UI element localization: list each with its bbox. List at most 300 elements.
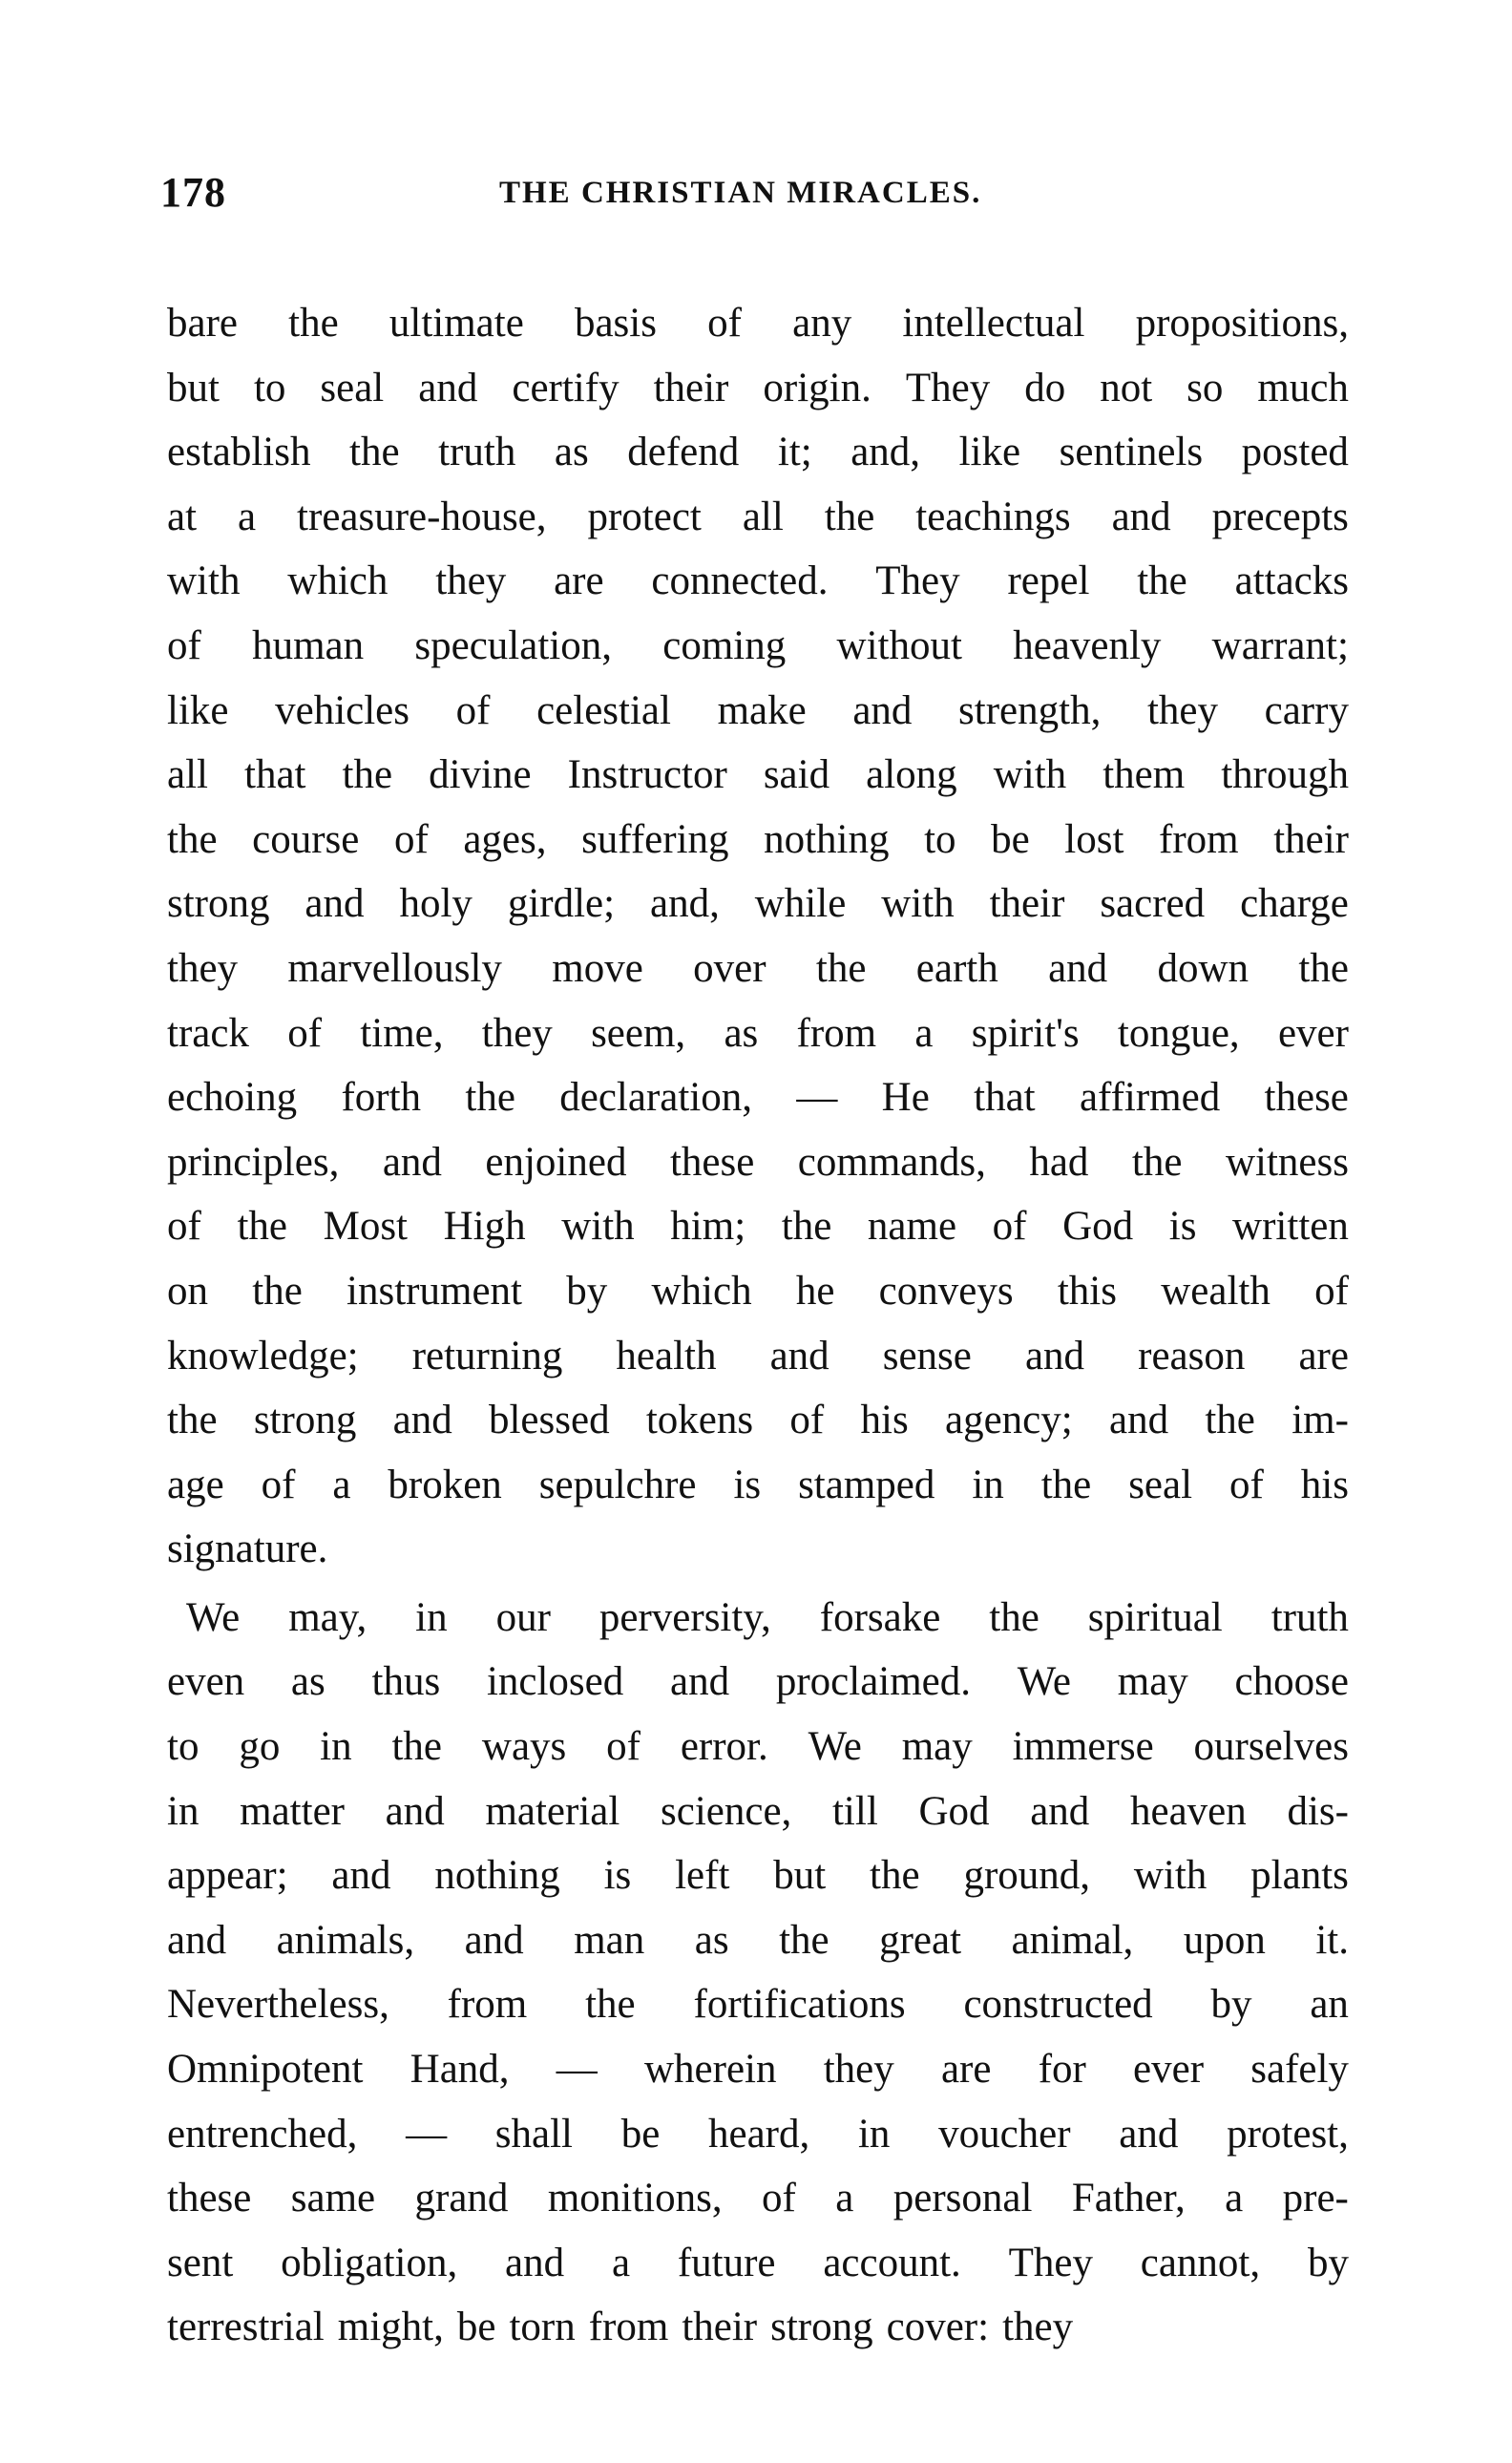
word: are: [940, 2047, 992, 2093]
word: constructed: [963, 1982, 1153, 2028]
word: heaven: [1130, 1788, 1247, 1834]
word: protect: [587, 494, 702, 539]
word: knowledge;: [167, 1333, 359, 1379]
word: much: [1257, 365, 1349, 410]
word: written: [1232, 1204, 1349, 1250]
word: strength,: [958, 687, 1102, 733]
word: charge: [1240, 881, 1349, 927]
word: safely: [1250, 2047, 1349, 2093]
word: animals,: [276, 1917, 415, 1963]
word: but: [773, 1853, 827, 1899]
word: and: [464, 1917, 524, 1963]
word: with: [881, 881, 955, 927]
word: We: [186, 1594, 241, 1640]
word: Omnipotent: [167, 2047, 364, 2093]
word: matter: [240, 1788, 345, 1834]
word: till: [831, 1788, 878, 1834]
word: in: [972, 1462, 1004, 1507]
word: defend: [627, 430, 740, 475]
word: sense: [882, 1333, 972, 1379]
word: enjoined: [485, 1139, 627, 1185]
word: and,: [649, 881, 720, 927]
text-line: [167, 1715, 1349, 1779]
word: the: [349, 430, 400, 475]
word: They: [905, 365, 991, 410]
word: cannot,: [1140, 2240, 1261, 2285]
word: entrenched,: [167, 2111, 358, 2157]
word: attacks: [1234, 558, 1349, 604]
word: any: [792, 301, 852, 346]
word: not: [1100, 365, 1153, 410]
word: pre-: [1282, 2176, 1349, 2221]
word: truth: [1270, 1594, 1349, 1640]
word: propositions,: [1135, 301, 1349, 346]
word: error.: [680, 1724, 768, 1770]
word: ground,: [963, 1853, 1091, 1899]
word: God: [1062, 1204, 1134, 1250]
word: their: [989, 881, 1065, 927]
text-line: [167, 549, 1349, 614]
word: of: [762, 2176, 796, 2221]
word: by: [566, 1268, 608, 1314]
word: repel: [1007, 558, 1090, 604]
word: obligation,: [281, 2240, 458, 2285]
word: blessed: [488, 1398, 610, 1443]
text-line: [167, 679, 1349, 744]
word: of: [1229, 1462, 1264, 1507]
word: sentinels: [1059, 430, 1204, 475]
body-text: [167, 291, 1349, 2360]
word: of: [606, 1724, 640, 1770]
word: Instructor: [567, 752, 727, 798]
word: im-: [1292, 1398, 1349, 1443]
word: this: [1057, 1268, 1117, 1314]
word: the: [391, 1724, 443, 1770]
word: cover:: [886, 2305, 990, 2350]
word: may: [901, 1724, 973, 1770]
word: celestial: [536, 687, 671, 733]
text-line: [167, 1517, 1349, 1582]
word: forth: [341, 1075, 422, 1121]
word: bare: [167, 301, 238, 346]
word: the: [1137, 558, 1187, 604]
word: commands,: [797, 1139, 986, 1185]
word: from: [588, 2305, 669, 2350]
word: a: [1225, 2176, 1244, 2221]
word: returning: [411, 1333, 563, 1379]
word: teachings: [915, 494, 1071, 539]
word: he: [795, 1268, 835, 1314]
word: ways: [481, 1724, 567, 1770]
word: terrestrial: [167, 2305, 325, 2350]
word: and: [331, 1853, 391, 1899]
word: these: [167, 2176, 252, 2221]
word: the: [1040, 1462, 1092, 1507]
word: it;: [777, 430, 812, 475]
word: instrument: [346, 1268, 522, 1314]
word: age: [167, 1462, 224, 1507]
word: shall: [494, 2111, 573, 2157]
word: tongue,: [1117, 1010, 1240, 1056]
text-line: [167, 1065, 1349, 1130]
word: girdle;: [507, 881, 616, 927]
word: carry: [1264, 687, 1349, 733]
word: a: [835, 2176, 854, 2221]
word: and: [769, 1333, 830, 1379]
word: nothing: [434, 1853, 560, 1899]
text-line: [167, 2231, 1349, 2296]
word: seal: [320, 365, 385, 410]
word: heavenly: [1013, 622, 1162, 668]
word: material: [485, 1788, 620, 1834]
word: from: [796, 1010, 877, 1056]
word: his: [860, 1398, 909, 1443]
word: High: [443, 1204, 526, 1250]
word: wealth: [1161, 1268, 1270, 1314]
word: stamped: [798, 1462, 935, 1507]
word: they: [1146, 687, 1219, 733]
text-line: [167, 1908, 1349, 1973]
word: by: [1307, 2240, 1349, 2285]
word: be: [456, 2305, 496, 2350]
word: origin.: [763, 365, 872, 410]
word: earth: [915, 945, 998, 991]
text-line: [167, 1843, 1349, 1908]
word: We: [808, 1724, 862, 1770]
word: certify: [512, 365, 620, 410]
word: broken: [388, 1462, 502, 1507]
word: in: [415, 1594, 448, 1640]
word: the: [824, 494, 875, 539]
word: science,: [661, 1788, 792, 1834]
word: He: [881, 1075, 930, 1121]
word: the: [781, 1204, 832, 1250]
word: in: [320, 1724, 352, 1770]
word: as: [554, 430, 589, 475]
word: like: [958, 430, 1021, 475]
word: divine: [429, 752, 532, 798]
word: posted: [1241, 430, 1349, 475]
word: the: [237, 1204, 287, 1250]
word: and: [382, 1139, 442, 1185]
word: same: [290, 2176, 376, 2221]
word: and: [385, 1788, 445, 1834]
word: left: [675, 1853, 730, 1899]
word: from: [447, 1982, 528, 2028]
word: make: [717, 687, 807, 733]
word: ever: [1277, 1010, 1349, 1056]
word: be: [620, 2111, 661, 2157]
word: echoing: [167, 1075, 298, 1121]
word: human: [252, 622, 365, 668]
word: fortifications: [693, 1982, 906, 2028]
word: the: [342, 752, 393, 798]
word: be: [991, 816, 1030, 862]
word: with: [1133, 1853, 1208, 1899]
word: and: [304, 881, 365, 927]
word: in: [857, 2111, 891, 2157]
word: their: [653, 365, 729, 410]
word: these: [669, 1139, 755, 1185]
word: the: [989, 1594, 1040, 1640]
word: do: [1024, 365, 1066, 410]
page-number: 178: [160, 169, 226, 216]
word: agency;: [945, 1398, 1073, 1443]
word: animal,: [1011, 1917, 1134, 1963]
text-line: [167, 808, 1349, 873]
word: might,: [337, 2305, 444, 2350]
word: appear;: [167, 1853, 288, 1899]
text-line: [167, 872, 1349, 937]
word: strong: [167, 881, 270, 927]
text-line: [167, 2166, 1349, 2231]
word: basis: [574, 301, 657, 346]
word: of: [455, 687, 491, 733]
word: seal: [1128, 1462, 1193, 1507]
word: the: [1131, 1139, 1183, 1185]
word: like: [167, 687, 229, 733]
word: the: [1205, 1398, 1255, 1443]
word: ultimate: [388, 301, 524, 346]
word: are: [1298, 1333, 1349, 1379]
running-title: THE CHRISTIAN MIRACLES.: [499, 176, 982, 210]
word: the: [252, 1268, 303, 1314]
text-line: [167, 1453, 1349, 1518]
word: connected.: [651, 558, 829, 604]
word: coming: [662, 622, 787, 668]
word: great: [879, 1917, 962, 1963]
word: an: [1310, 1982, 1349, 2028]
word: along: [866, 752, 957, 798]
text-line: [167, 291, 1349, 356]
word: by: [1210, 1982, 1252, 2028]
word: warrant;: [1211, 622, 1349, 668]
word: may: [1117, 1659, 1188, 1705]
word: him;: [670, 1204, 746, 1250]
word: truth: [438, 430, 516, 475]
word: they: [1002, 2305, 1074, 2350]
word: man: [574, 1917, 645, 1963]
text-line: [167, 1259, 1349, 1324]
word: that: [974, 1075, 1036, 1121]
word: and: [1111, 494, 1171, 539]
word: which: [651, 1268, 752, 1314]
word: are: [554, 558, 604, 604]
word: as: [290, 1659, 326, 1705]
word: time,: [360, 1010, 444, 1056]
word: of: [261, 1462, 296, 1507]
word: track: [167, 1010, 249, 1056]
word: witness: [1225, 1139, 1349, 1185]
word: lost: [1064, 816, 1124, 862]
word: with: [993, 752, 1067, 798]
word: principles,: [167, 1139, 340, 1185]
word: affirmed: [1079, 1075, 1221, 1121]
word: precepts: [1211, 494, 1349, 539]
word: thus: [371, 1659, 441, 1705]
word: as: [724, 1010, 759, 1056]
word: reason: [1138, 1333, 1246, 1379]
word: speculation,: [414, 622, 612, 668]
word: nothing: [764, 816, 890, 862]
word: protest,: [1227, 2111, 1349, 2157]
word: and: [1024, 1333, 1085, 1379]
word: sacred: [1100, 881, 1206, 927]
text-line: [167, 1001, 1349, 1066]
word: course: [252, 816, 360, 862]
word: dis-: [1287, 1788, 1349, 1834]
word: down: [1157, 945, 1250, 991]
word: treasure-house,: [297, 494, 547, 539]
word: the: [167, 816, 218, 862]
word: that: [244, 752, 306, 798]
word: and: [1108, 1398, 1169, 1443]
text-line: [167, 1650, 1349, 1715]
word: of: [1314, 1268, 1349, 1314]
text-line: [167, 1130, 1349, 1195]
running-head: [160, 168, 1363, 225]
word: vehicles: [275, 687, 410, 733]
word: name: [867, 1204, 957, 1250]
word: the: [1298, 945, 1349, 991]
word: grand: [414, 2176, 509, 2221]
word: conveys: [878, 1268, 1014, 1314]
word: forsake: [819, 1594, 941, 1640]
word: on: [167, 1268, 208, 1314]
word: perversity,: [598, 1594, 771, 1640]
word: to: [167, 1724, 200, 1770]
word: the: [167, 1398, 218, 1443]
word: monitions,: [547, 2176, 723, 2221]
word: it.: [1315, 1917, 1349, 1963]
word: torn: [509, 2305, 576, 2350]
word: which: [287, 558, 388, 604]
word: voucher: [938, 2111, 1071, 2157]
text-line: [167, 743, 1349, 808]
word: while: [754, 881, 847, 927]
word: Most: [323, 1204, 409, 1250]
word: for: [1038, 2047, 1086, 2093]
word: —: [796, 1075, 838, 1121]
word: wherein: [643, 2047, 777, 2093]
word: heard,: [707, 2111, 810, 2157]
word: of: [167, 1204, 201, 1250]
word: without: [836, 622, 962, 668]
word: spiritual: [1087, 1594, 1223, 1640]
word: the: [465, 1075, 515, 1121]
text-line: [167, 356, 1349, 421]
word: establish: [167, 430, 311, 475]
word: with: [561, 1204, 635, 1250]
word: ourselves: [1193, 1724, 1349, 1770]
word: of: [707, 301, 742, 346]
word: all: [742, 494, 784, 539]
text-line: [167, 1388, 1349, 1453]
word: they: [435, 558, 507, 604]
word: the: [585, 1982, 636, 2028]
word: even: [167, 1659, 245, 1705]
word: They: [1008, 2240, 1093, 2285]
text-line: [167, 1324, 1349, 1389]
word: they: [823, 2047, 894, 2093]
word: had: [1029, 1139, 1089, 1185]
text-line: [167, 420, 1349, 485]
paragraph-2: [167, 1586, 1349, 2360]
word: strong: [770, 2305, 873, 2350]
word: Father,: [1071, 2176, 1186, 2221]
word: and: [167, 1917, 227, 1963]
word: plants: [1250, 1853, 1349, 1899]
word: the: [288, 301, 339, 346]
word: intellectual: [902, 301, 1085, 346]
word: health: [616, 1333, 717, 1379]
word: They: [875, 558, 960, 604]
word: of: [287, 1010, 323, 1056]
word: —: [556, 2047, 598, 2093]
word: and: [392, 1398, 452, 1443]
word: seem,: [591, 1010, 686, 1056]
word: —: [406, 2111, 448, 2157]
word: at: [167, 494, 198, 539]
word: and: [1048, 945, 1108, 991]
paragraph-1: [167, 291, 1349, 1582]
word: sepulchre: [538, 1462, 697, 1507]
text-line: [167, 1972, 1349, 2037]
word: but: [167, 365, 220, 410]
word: proclaimed.: [775, 1659, 972, 1705]
text-line: [167, 2037, 1349, 2102]
word: his: [1300, 1462, 1349, 1507]
word: as: [694, 1917, 729, 1963]
word: these: [1264, 1075, 1349, 1121]
word: through: [1221, 752, 1349, 798]
word: them: [1102, 752, 1186, 798]
word: is: [733, 1462, 762, 1507]
word: they: [167, 945, 239, 991]
word: tokens: [645, 1398, 754, 1443]
word: a: [332, 1462, 351, 1507]
word: in: [167, 1788, 200, 1834]
word: and: [670, 1659, 730, 1705]
word: future: [677, 2240, 776, 2285]
word: suffering: [581, 816, 729, 862]
word: and,: [850, 430, 921, 475]
word: and: [1119, 2111, 1179, 2157]
word: the: [870, 1853, 920, 1899]
word: said: [763, 752, 830, 798]
word: and: [1030, 1788, 1090, 1834]
text-line: [167, 1779, 1349, 1844]
word: so: [1186, 365, 1224, 410]
word: may,: [288, 1594, 368, 1640]
word: immerse: [1012, 1724, 1154, 1770]
word: marvellously: [287, 945, 502, 991]
word: inclosed: [486, 1659, 624, 1705]
word: a: [238, 494, 257, 539]
word: move: [552, 945, 643, 991]
word: of: [789, 1398, 825, 1443]
word: all: [167, 752, 208, 798]
word: strong: [253, 1398, 357, 1443]
word: and: [852, 687, 913, 733]
word: choose: [1234, 1659, 1349, 1705]
word: signature.: [167, 1526, 328, 1572]
word: go: [239, 1724, 281, 1770]
word: to: [253, 365, 286, 410]
word: and: [505, 2240, 565, 2285]
word: the: [815, 945, 867, 991]
word: ages,: [463, 816, 547, 862]
